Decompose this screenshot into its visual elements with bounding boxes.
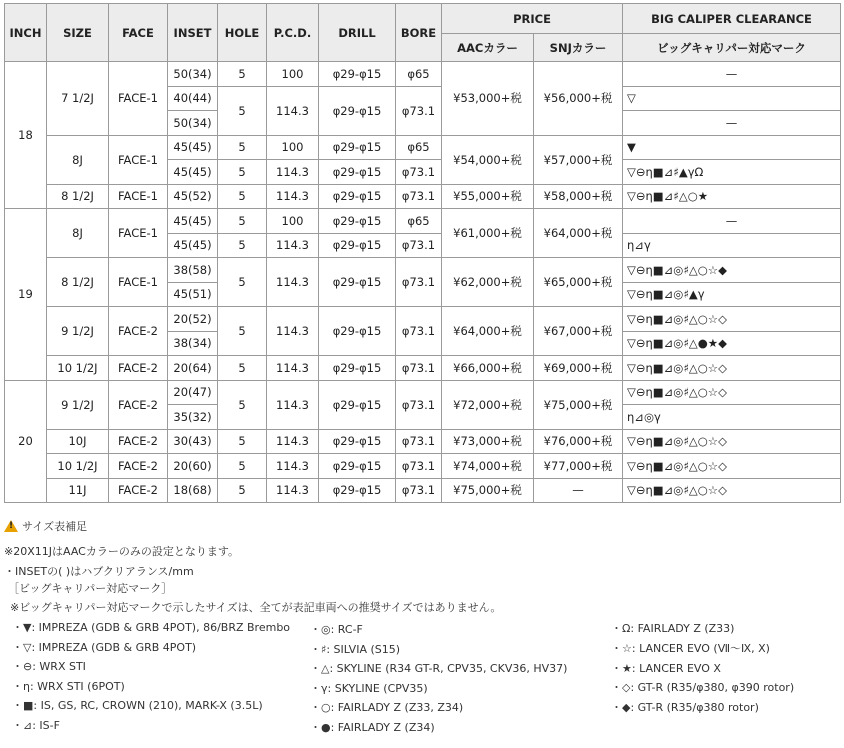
pcd-cell: 114.3 [267, 307, 319, 356]
snj-price-cell: — [534, 478, 623, 503]
legend-item: ・▼: IMPREZA (GDB & GRB 4POT), 86/BRZ Brembo [12, 621, 291, 634]
legend-item: ・Ω: FAIRLADY Z (Z33) [611, 622, 735, 635]
clearance-mark-cell: — [623, 111, 841, 136]
inset-cell: 35(32) [168, 405, 218, 430]
hole-cell: 5 [218, 307, 267, 356]
size-cell: 9 1/2J [47, 307, 109, 356]
clearance-mark-cell: — [623, 62, 841, 87]
snj-price-cell: ¥58,000+税 [534, 184, 623, 209]
bore-cell: φ65 [396, 209, 442, 234]
pcd-cell: 114.3 [267, 258, 319, 307]
inch-cell: 20 [5, 380, 47, 503]
face-cell: FACE-1 [109, 135, 168, 184]
clearance-mark-cell: ▽⊖η■⊿◎♯△○☆◇ [623, 380, 841, 405]
pcd-cell: 114.3 [267, 429, 319, 454]
drill-cell: φ29-φ15 [319, 184, 396, 209]
table-row [5, 135, 841, 160]
inset-cell: 20(64) [168, 356, 218, 381]
face-cell: FACE-2 [109, 380, 168, 429]
bore-cell: φ65 [396, 135, 442, 160]
inset-cell: 50(34) [168, 111, 218, 136]
legend-item: ・◎: RC-F [310, 623, 363, 636]
size-cell: 8J [47, 209, 109, 258]
inset-cell: 38(34) [168, 331, 218, 356]
aac-price-cell: ¥61,000+税 [442, 209, 534, 258]
inset-cell: 30(43) [168, 429, 218, 454]
clearance-mark-cell: ▽⊖η■⊿◎♯△○☆◇ [623, 307, 841, 332]
notes-title: サイズ表補足 [22, 520, 88, 533]
size-cell: 7 1/2J [47, 62, 109, 136]
size-cell: 11J [47, 478, 109, 503]
drill-cell: φ29-φ15 [319, 356, 396, 381]
bore-cell: φ73.1 [396, 307, 442, 356]
clearance-mark-cell: ▽⊖η■⊿♯▲γΩ [623, 160, 841, 185]
bore-cell: φ73.1 [396, 429, 442, 454]
hole-cell: 5 [218, 429, 267, 454]
inset-cell: 45(45) [168, 209, 218, 234]
face-cell: FACE-2 [109, 356, 168, 381]
bore-cell: φ65 [396, 62, 442, 87]
table-row [5, 356, 841, 381]
table-body [5, 62, 841, 503]
inset-cell: 38(58) [168, 258, 218, 283]
header-inset: INSET [168, 4, 218, 62]
drill-cell: φ29-φ15 [319, 429, 396, 454]
hole-cell: 5 [218, 86, 267, 135]
pcd-cell: 100 [267, 135, 319, 160]
clearance-mark-cell: ▼ [623, 135, 841, 160]
hole-cell: 5 [218, 209, 267, 234]
note-line: ［ビッグキャリパー対応マーク］ [8, 582, 173, 595]
inset-cell: 20(60) [168, 454, 218, 479]
pcd-cell: 114.3 [267, 380, 319, 429]
table-row [5, 209, 841, 234]
legend-item: ・⊿: IS-F [12, 718, 60, 732]
inset-cell: 45(45) [168, 135, 218, 160]
clearance-mark-cell: η⊿γ [623, 233, 841, 258]
legend-item: ・○: FAIRLADY Z (Z33, Z34) [310, 701, 464, 714]
face-cell: FACE-2 [109, 454, 168, 479]
face-cell: FACE-2 [109, 429, 168, 454]
aac-price-cell: ¥72,000+税 [442, 380, 534, 429]
size-cell: 8 1/2J [47, 258, 109, 307]
note-line: ※20X11JはAACカラーのみの設定となります。 [4, 545, 239, 558]
drill-cell: φ29-φ15 [319, 160, 396, 185]
clearance-mark-cell: ▽⊖η■⊿◎♯△○☆◇ [623, 356, 841, 381]
pcd-cell: 114.3 [267, 454, 319, 479]
note-line: ・INSETの( )はハブクリアランス/mm [4, 565, 194, 578]
table-row [5, 380, 841, 405]
legend-item: ・◆: GT-R (R35/φ380 rotor) [611, 701, 759, 715]
face-cell: FACE-1 [109, 62, 168, 136]
size-cell: 10 1/2J [47, 454, 109, 479]
drill-cell: φ29-φ15 [319, 62, 396, 87]
clearance-mark-cell: ▽⊖η■⊿◎♯△○☆◇ [623, 429, 841, 454]
face-cell: FACE-2 [109, 478, 168, 503]
header-face: FACE [109, 4, 168, 62]
legend-item: ・△: SKYLINE (R34 GT-R, CPV35, CKV36, HV37) [310, 662, 568, 675]
clearance-mark-cell: — [623, 209, 841, 234]
bore-cell: φ73.1 [396, 356, 442, 381]
notes-heading [4, 518, 87, 534]
inset-cell: 45(52) [168, 184, 218, 209]
size-cell: 8J [47, 135, 109, 184]
inset-cell: 45(51) [168, 282, 218, 307]
header-pcd: P.C.D. [267, 4, 319, 62]
inch-cell: 18 [5, 62, 47, 209]
inset-cell: 18(68) [168, 478, 218, 503]
legend-item: ・■: IS, GS, RC, CROWN (210), MARK-X (3.5L) [12, 699, 263, 712]
pcd-cell: 114.3 [267, 160, 319, 185]
legend-item: ・●: FAIRLADY Z (Z34) [310, 720, 435, 734]
legend-item: ・◇: GT-R (R35/φ380, φ390 rotor) [611, 681, 795, 695]
snj-price-cell: ¥67,000+税 [534, 307, 623, 356]
clearance-mark-cell: η⊿◎γ [623, 405, 841, 430]
header-hole: HOLE [218, 4, 267, 62]
aac-price-cell: ¥53,000+税 [442, 62, 534, 136]
legend-item: ・▽: IMPREZA (GDB & GRB 4POT) [12, 640, 197, 654]
clearance-mark-cell: ▽⊖η■⊿◎♯△○☆◆ [623, 258, 841, 283]
pcd-cell: 114.3 [267, 184, 319, 209]
note-line: ※ビッグキャリパー対応マークで示したサイズは、全てが表記車両への推奨サイズではありません。 [10, 601, 502, 614]
snj-price-cell: ¥57,000+税 [534, 135, 623, 184]
bore-cell: φ73.1 [396, 478, 442, 503]
snj-price-cell: ¥56,000+税 [534, 62, 623, 136]
clearance-mark-cell: ▽⊖η■⊿◎♯▲γ [623, 282, 841, 307]
inset-cell: 50(34) [168, 62, 218, 87]
drill-cell: φ29-φ15 [319, 209, 396, 234]
legend-item: ・♯: SILVIA (S15) [310, 642, 401, 656]
hole-cell: 5 [218, 135, 267, 160]
aac-price-cell: ¥75,000+税 [442, 478, 534, 503]
drill-cell: φ29-φ15 [319, 86, 396, 135]
inset-cell: 20(52) [168, 307, 218, 332]
bore-cell: φ73.1 [396, 184, 442, 209]
bore-cell: φ73.1 [396, 233, 442, 258]
size-cell: 10 1/2J [47, 356, 109, 381]
snj-price-cell: ¥77,000+税 [534, 454, 623, 479]
header-bore: BORE [396, 4, 442, 62]
header-snj-color: SNJカラー [534, 34, 623, 62]
table-row [5, 184, 841, 209]
header-clearance: BIG CALIPER CLEARANCE [623, 4, 841, 34]
snj-price-cell: ¥69,000+税 [534, 356, 623, 381]
clearance-mark-cell: ▽⊖η■⊿◎♯△○☆◇ [623, 454, 841, 479]
header-clearance-mark: ビッグキャリパー対応マーク [623, 34, 841, 62]
inset-cell: 45(45) [168, 160, 218, 185]
drill-cell: φ29-φ15 [319, 454, 396, 479]
table-row [5, 62, 841, 87]
pcd-cell: 100 [267, 209, 319, 234]
hole-cell: 5 [218, 62, 267, 87]
header-price: PRICE [442, 4, 623, 34]
inset-cell: 20(47) [168, 380, 218, 405]
inset-cell: 45(45) [168, 233, 218, 258]
bore-cell: φ73.1 [396, 258, 442, 307]
inset-cell: 40(44) [168, 86, 218, 111]
aac-price-cell: ¥55,000+税 [442, 184, 534, 209]
aac-price-cell: ¥62,000+税 [442, 258, 534, 307]
snj-price-cell: ¥75,000+税 [534, 380, 623, 429]
clearance-mark-cell: ▽⊖η■⊿◎♯△●★◆ [623, 331, 841, 356]
header-drill: DRILL [319, 4, 396, 62]
legend-item: ・★: LANCER EVO X [611, 661, 721, 675]
table-row [5, 258, 841, 283]
aac-price-cell: ¥66,000+税 [442, 356, 534, 381]
hole-cell: 5 [218, 454, 267, 479]
header-size: SIZE [47, 4, 109, 62]
clearance-mark-cell: ▽⊖η■⊿◎♯△○☆◇ [623, 478, 841, 503]
drill-cell: φ29-φ15 [319, 380, 396, 429]
hole-cell: 5 [218, 380, 267, 429]
bore-cell: φ73.1 [396, 454, 442, 479]
drill-cell: φ29-φ15 [319, 233, 396, 258]
face-cell: FACE-2 [109, 307, 168, 356]
wheel-size-table [4, 3, 841, 503]
drill-cell: φ29-φ15 [319, 478, 396, 503]
table-row [5, 454, 841, 479]
header-inch: INCH [5, 4, 47, 62]
pcd-cell: 100 [267, 62, 319, 87]
warning-icon [4, 520, 18, 532]
snj-price-cell: ¥65,000+税 [534, 258, 623, 307]
face-cell: FACE-1 [109, 209, 168, 258]
inch-cell: 19 [5, 209, 47, 381]
pcd-cell: 114.3 [267, 86, 319, 135]
hole-cell: 5 [218, 160, 267, 185]
hole-cell: 5 [218, 478, 267, 503]
bore-cell: φ73.1 [396, 380, 442, 429]
pcd-cell: 114.3 [267, 356, 319, 381]
table-row [5, 478, 841, 503]
size-cell: 9 1/2J [47, 380, 109, 429]
drill-cell: φ29-φ15 [319, 258, 396, 307]
face-cell: FACE-1 [109, 258, 168, 307]
bore-cell: φ73.1 [396, 86, 442, 135]
size-cell: 10J [47, 429, 109, 454]
legend-item: ・☆: LANCER EVO (Ⅶ〜Ⅸ, Ⅹ) [611, 641, 770, 655]
table-row [5, 307, 841, 332]
drill-cell: φ29-φ15 [319, 135, 396, 160]
header-aac-color: AACカラー [442, 34, 534, 62]
snj-price-cell: ¥64,000+税 [534, 209, 623, 258]
hole-cell: 5 [218, 233, 267, 258]
size-cell: 8 1/2J [47, 184, 109, 209]
bore-cell: φ73.1 [396, 160, 442, 185]
legend-item: ・⊖: WRX STI [12, 660, 86, 673]
hole-cell: 5 [218, 356, 267, 381]
legend-item: ・η: WRX STI (6POT) [12, 679, 125, 693]
drill-cell: φ29-φ15 [319, 307, 396, 356]
pcd-cell: 114.3 [267, 478, 319, 503]
aac-price-cell: ¥73,000+税 [442, 429, 534, 454]
table-row [5, 429, 841, 454]
face-cell: FACE-1 [109, 184, 168, 209]
legend-item: ・γ: SKYLINE (CPV35) [310, 681, 428, 695]
clearance-mark-cell: ▽ [623, 86, 841, 111]
aac-price-cell: ¥54,000+税 [442, 135, 534, 184]
aac-price-cell: ¥64,000+税 [442, 307, 534, 356]
pcd-cell: 114.3 [267, 233, 319, 258]
hole-cell: 5 [218, 184, 267, 209]
aac-price-cell: ¥74,000+税 [442, 454, 534, 479]
snj-price-cell: ¥76,000+税 [534, 429, 623, 454]
hole-cell: 5 [218, 258, 267, 307]
clearance-mark-cell: ▽⊖η■⊿♯△○★ [623, 184, 841, 209]
